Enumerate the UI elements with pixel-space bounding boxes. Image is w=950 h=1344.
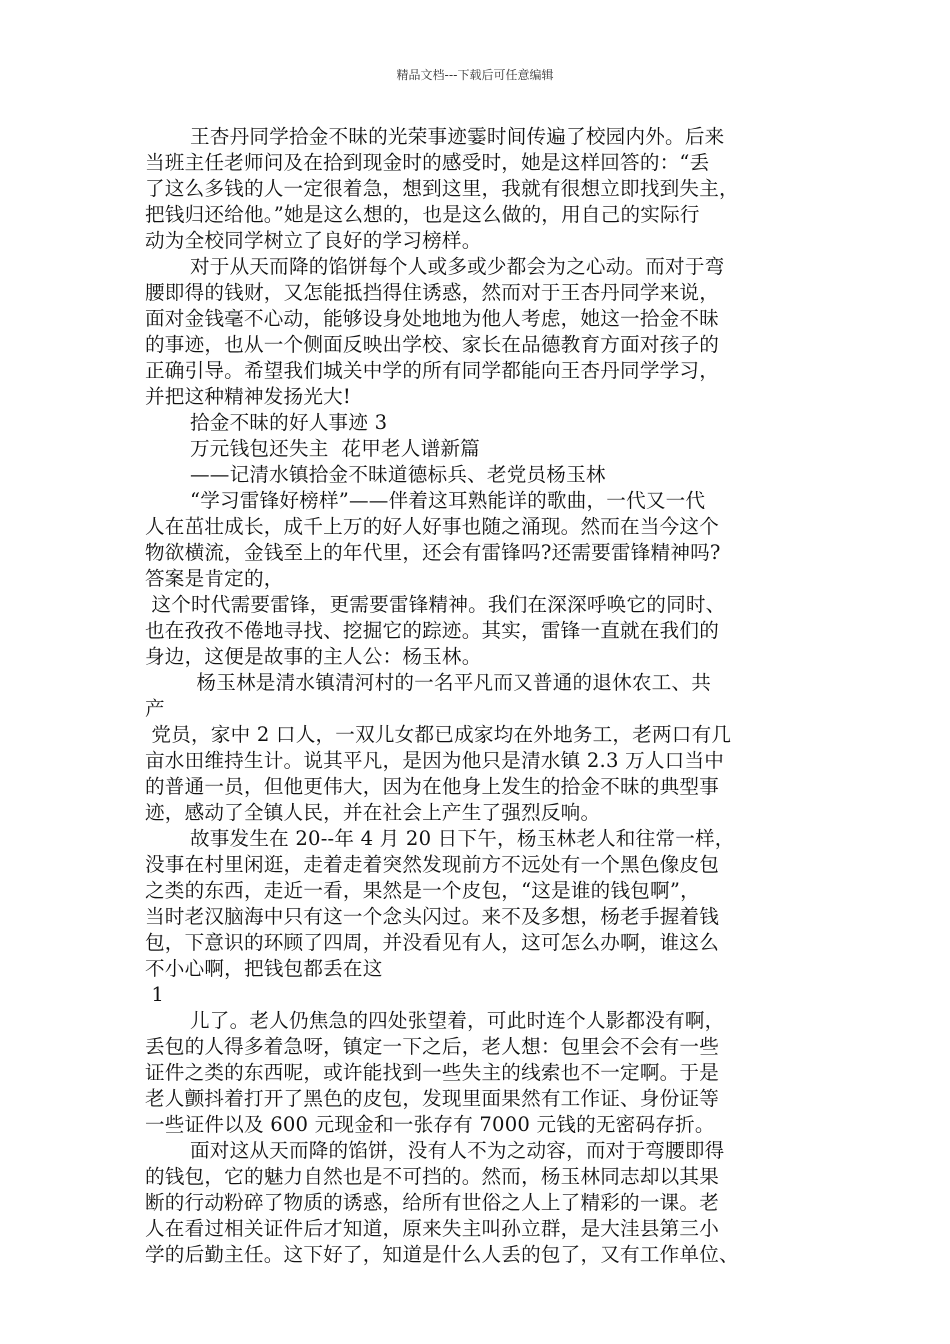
text-line: 没事在村里闲逛，走着走着突然发现前方不远处有一个黑色像皮包 bbox=[145, 853, 720, 876]
text-line: 不小心啊，把钱包都丢在这 bbox=[145, 957, 383, 980]
text-line: 物欲横流，金钱至上的年代里，还会有雷锋吗?还需要雷锋精神吗? bbox=[145, 541, 721, 564]
document-body bbox=[145, 124, 815, 1268]
text-line: 腰即得的钱财，又怎能抵挡得住诱惑，然而对于王杏丹同学来说， bbox=[145, 281, 720, 304]
text-line: 产 bbox=[145, 697, 165, 720]
text-line: ——记清水镇拾金不昧道德标兵、老党员杨玉林 bbox=[145, 463, 606, 486]
text-line: 拾金不昧的好人事迹 3 bbox=[145, 411, 388, 434]
text-line: 身边，这便是故事的主人公：杨玉林。 bbox=[145, 645, 482, 668]
text-line: 动为全校同学树立了良好的学习榜样。 bbox=[145, 229, 482, 252]
text-line: 万元钱包还失主 花甲老人谱新篇 bbox=[145, 437, 480, 460]
text-line: 迹，感动了全镇人民，并在社会上产生了强烈反响。 bbox=[145, 801, 601, 824]
text-line: 杨玉林是清水镇清河村的一名平凡而又普通的退休农工、共 bbox=[145, 671, 712, 694]
text-line: 答案是肯定的， bbox=[145, 567, 284, 590]
text-line: 故事发生在 20--年 4 月 20 日下午，杨玉林老人和往常一样， bbox=[145, 827, 735, 850]
text-line: 的事迹，也从一个侧面反映出学校、家长在品德教育方面对孩子的 bbox=[145, 333, 720, 356]
text-line: 一些证件以及 600 元现金和一张存有 7000 元钱的无密码存折。 bbox=[145, 1113, 715, 1136]
text-line: 之类的东西，走近一看，果然是一个皮包，“这是谁的钱包啊”， bbox=[145, 879, 700, 902]
text-line: 断的行动粉碎了物质的诱惑，给所有世俗之人上了精彩的一课。老 bbox=[145, 1191, 720, 1214]
text-line: 当时老汉脑海中只有这一个念头闪过。来不及多想，杨老手握着钱 bbox=[145, 905, 720, 928]
text-line: 的普通一员，但他更伟大，因为在他身上发生的拾金不昧的典型事 bbox=[145, 775, 720, 798]
text-line: 对于从天而降的馅饼每个人或多或少都会为之心动。而对于弯 bbox=[145, 255, 725, 278]
text-line: 并把这种精神发扬光大! bbox=[145, 385, 352, 408]
text-line: 包，下意识的环顾了四周，并没看见有人，这可怎么办啊，谁这么 bbox=[145, 931, 720, 954]
text-line: 了这么多钱的人一定很着急，想到这里，我就有很想立即找到失主， bbox=[145, 177, 739, 200]
text-line: 老人颤抖着打开了黑色的皮包，发现里面果然有工作证、身份证等 bbox=[145, 1087, 720, 1110]
text-line: 王杏丹同学拾金不昧的光荣事迹霎时间传遍了校园内外。后来 bbox=[145, 125, 725, 148]
text-line: 儿了。老人仍焦急的四处张望着，可此时连个人影都没有啊， bbox=[145, 1009, 725, 1032]
text-line: 面对这从天而降的馅饼，没有人不为之动容，而对于弯腰即得 bbox=[145, 1139, 725, 1162]
text-line: 正确引导。希望我们城关中学的所有同学都能向王杏丹同学学习， bbox=[145, 359, 720, 382]
text-line: 学的后勤主任。这下好了，知道是什么人丢的包了，又有工作单位、 bbox=[145, 1243, 739, 1266]
text-line: 当班主任老师问及在拾到现金时的感受时，她是这样回答的：“丢 bbox=[145, 151, 710, 174]
text-line: 人在看过相关证件后才知道，原来失主叫孙立群，是大洼县第三小 bbox=[145, 1217, 720, 1240]
text-line: “学习雷锋好榜样”——伴着这耳熟能详的歌曲，一代又一代 bbox=[145, 489, 706, 512]
text-line: 也在孜孜不倦地寻找、挖掘它的踪迹。其实，雷锋一直就在我们的 bbox=[145, 619, 720, 642]
text-line: 面对金钱毫不心动，能够设身处地地为他人考虑，她这一拾金不昧 bbox=[145, 307, 720, 330]
page-header: 精品文档---下载后可任意编辑 bbox=[396, 68, 554, 82]
text-line: 丢包的人得多着急呀，镇定一下之后，老人想：包里会不会有一些 bbox=[145, 1035, 720, 1058]
text-line: 亩水田维持生计。说其平凡，是因为他只是清水镇 2.3 万人口当中 bbox=[145, 749, 725, 772]
text-line: 这个时代需要雷锋，更需要雷锋精神。我们在深深呼唤它的同时、 bbox=[145, 593, 726, 616]
text-line: 党员，家中 2 口人，一双儿女都已成家均在外地务工，老两口有几 bbox=[145, 723, 732, 746]
text-line: 1 bbox=[145, 983, 165, 1006]
text-line: 把钱归还给他。”她是这么想的，也是这么做的，用自己的实际行 bbox=[145, 203, 700, 226]
text-line: 人在茁壮成长，成千上万的好人好事也随之涌现。然而在当今这个 bbox=[145, 515, 720, 538]
text-line: 证件之类的东西呢，或许能找到一些失主的线索也不一定啊。于是 bbox=[145, 1061, 720, 1084]
text-line: 的钱包，它的魅力自然也是不可挡的。然而，杨玉林同志却以其果 bbox=[145, 1165, 720, 1188]
